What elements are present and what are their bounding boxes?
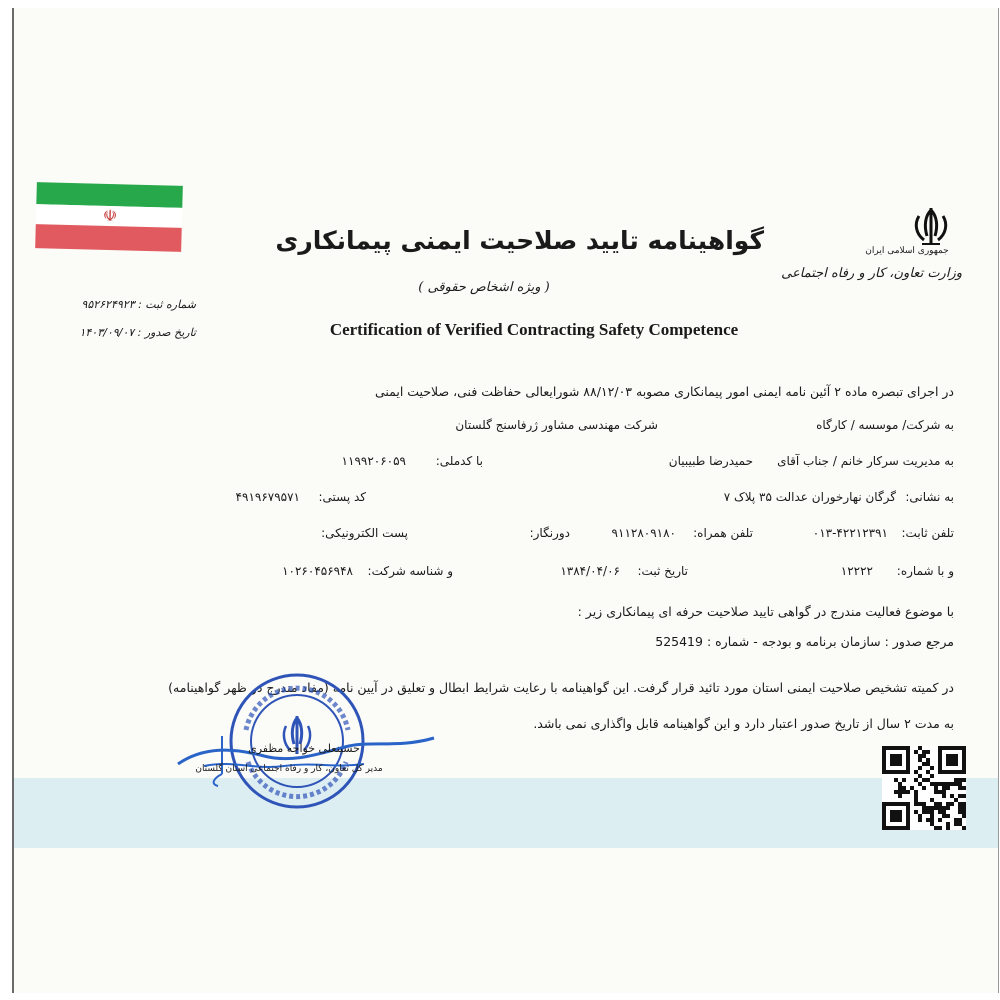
committee-line: در کمیته تشخیص صلاحیت ایمنی استان مورد تائید قرار گرفت. این گواهینامه با رعایت شرایط ابطال و تعلیق در آیین نامه (مفاد مندرج در ظهر گواهینامه): [168, 680, 954, 695]
email-label: پست الکترونیکی:: [321, 526, 408, 540]
iran-emblem-icon: [908, 204, 954, 250]
reg-number-label: و با شماره:: [896, 564, 954, 578]
ministry-name: وزارت تعاون، کار و رفاه اجتماعی: [781, 266, 962, 281]
issue-date-value: ۱۴۰۳/۰۹/۰۷: [79, 326, 135, 339]
company-value: شرکت مهندسی مشاور ژرفاسنج گلستان: [455, 418, 658, 432]
reference-label: مرجع صدور : سازمان برنامه و بودجه - شماره :: [706, 634, 954, 649]
postal-code-label: کد پستی:: [318, 490, 366, 504]
issue-date: [66, 326, 196, 339]
validity-line: به مدت ۲ سال از تاریخ صدور اعتبار دارد و این گواهینامه قابل واگذاری نمی باشد.: [533, 716, 954, 731]
subject-line: با موضوع فعالیت مندرج در گواهی تایید صلاحیت حرفه ای پیمانکاری زیر :: [577, 604, 954, 619]
registration-number: [66, 298, 196, 311]
iran-flag-icon: ☫: [35, 182, 183, 252]
address-value: گرگان نهارخوران عدالت ۳۵ پلاک ۷: [723, 490, 896, 504]
reference-number: 525419: [655, 634, 703, 649]
issue-date-label: تاریخ صدور :: [137, 326, 196, 339]
manager-value: حمیدرضا طبیبیان: [668, 454, 753, 468]
signatory-name: حسینعلی خواجه مظفری: [248, 742, 360, 755]
company-id-value: ۱۰۲۶۰۴۵۶۹۴۸: [282, 564, 353, 578]
certificate-subtitle: ( ویژه اشخاص حقوقی ): [418, 280, 550, 295]
reg-number-value: ۱۲۲۲۲: [840, 564, 873, 578]
reg-date-label: تاریخ ثبت:: [637, 564, 688, 578]
certificate-page: [12, 8, 999, 993]
manager-label: به مدیریت سرکار خانم / جناب آقای: [777, 454, 954, 468]
fax-label: دورنگار:: [529, 526, 570, 540]
mobile-value: ۹۱۱۲۸۰۹۱۸۰: [611, 526, 676, 540]
national-id-value: ۱۱۹۹۲۰۶۰۵۹: [341, 454, 406, 468]
republic-label: جمهوری اسلامی ایران: [865, 246, 949, 256]
certificate-english-title: Certification of Verified Contracting Safety Competence: [329, 320, 739, 339]
intro-line: در اجرای تبصره ماده ۲ آئین نامه ایمنی امور پیمانکاری مصوبه ۸۸/۱۲/۰۳ شورایعالی حفاظت فنی، صلاحیت ایمنی: [374, 384, 954, 399]
company-id-label: و شناسه شرکت:: [367, 564, 453, 578]
postal-code-value: ۴۹۱۹۶۷۹۵۷۱: [235, 490, 300, 504]
reg-date-value: ۱۳۸۴/۰۴/۰۶: [560, 564, 620, 578]
phone-value: ۰۱۳-۴۲۲۱۲۳۹۱: [812, 526, 888, 540]
national-id-label: با کدملی:: [435, 454, 483, 468]
qr-code-icon[interactable]: [882, 746, 966, 830]
phone-label: تلفن ثابت:: [901, 526, 954, 540]
reference-line: [614, 634, 954, 649]
handwritten-signature: [174, 726, 444, 796]
certificate-title: گواهینامه تایید صلاحیت ایمنی پیمانکاری: [275, 226, 764, 255]
registration-number-value: ۹۵۲۶۲۴۹۲۳: [81, 298, 135, 311]
address-label: به نشانی:: [905, 490, 954, 504]
scan-tint-band: [14, 778, 998, 848]
mobile-label: تلفن همراه:: [693, 526, 753, 540]
signatory-title: مدیر کل تعاون، کار و رفاه اجتماعی استان گلستان: [195, 764, 383, 774]
registration-number-label: شماره ثبت :: [138, 298, 196, 311]
company-label: به شرکت/ موسسه / کارگاه: [816, 418, 954, 432]
